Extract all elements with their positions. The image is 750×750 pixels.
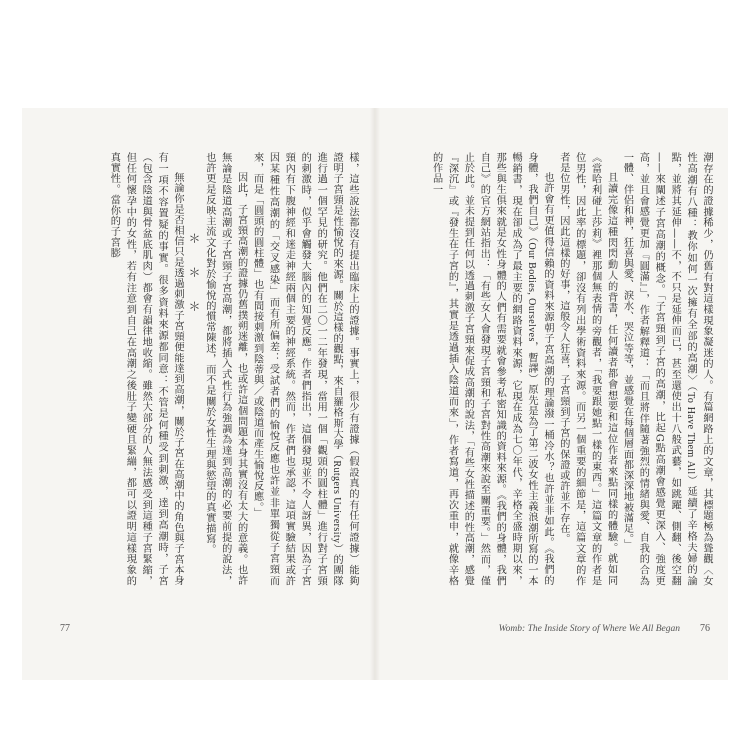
paragraph: 也許會有更值得信賴的資料來源朝子宮高潮的理論潑一桶冷水？也許並非如此。《我們的身體，我們自己》（Our Bodies, Ourselves，暫譯）原先是為了第二波女性主義浪潮所寫的一本暢銷書，現在卻成為了最主要的網路資料來源，它現在成為七〇年代，辛格全盛時期以來，那些與生俱來就是女性身體的人們有需要就會參考私密知識的資料來源。《我們的身體，我們自己》的官方網站指出：「有些女人會發現子宮頸和子宮對性高潮來說至關重要。」然而，僅止於此。並未提到任何以透過刺激子宮頸來促成高潮的說法，「有些女性描述的性高潮，感覺『深沉』或『發生在子宮的』，其實是透過插入陰道而來」，作者寫道，再次重申，就像辛格的作品一	[430, 152, 553, 586]
right-page-body	[396, 152, 714, 586]
left-page	[22, 108, 374, 680]
page-number: 77	[60, 623, 70, 634]
paragraph: 樣，這些說法都沒有提出臨床上的證據。事實上，很少有證據（假設真的有任何證據）能夠證明子宮頸是性愉悅的來源。關於這樣的觀點，來自羅格斯大學（Rutgers University）的團隊進行過一個罕見的研究。他們在二〇一二年發現，當用一個「觀頭的圓柱體」進行對子宮頸的刺激時，似乎會觸發大腦內的知覺反應。作者們指出，這個發現並不令人訝異，因為子宮頸內有下腹神經和迷走神經兩個主要的神經系統。然而，作者們也承認，這項實驗結果或許因某種性高潮的「交叉感染」而有所偏差：受試者們的愉悅反應也許並非單獨從子宮頸而來，而是「圓頭的圓柱體」也有間接刺激到陰蒂與／或陰道而產生愉悅反應。」	[251, 152, 358, 586]
paragraph: 無論你是否相信只是透過刺激子宮頸便能達到高潮，關於子宮在高潮中的角色與子宮本身有一項不容置疑的事實。很多資料來源都同意：不管是何種受到刺激，達到高潮時，子宮（包含陰道與骨盆底肌肉）都會有韻律地收縮。雖然大部分的人無法感受到這種子宮緊縮，但任何懷孕中的女性，若有注意到自己在高潮之後肚子變硬且緊繃，都可以證明這樣現象的真實性。當你的子宮膨	[108, 152, 184, 586]
left-page-body	[38, 152, 360, 586]
latin-title: Our Bodies, Ourselves	[526, 242, 538, 342]
book-spread	[22, 108, 728, 680]
paragraph: 因此，子宮頸高潮的證據仍舊撲朔迷離，也或許這個問題本身其實沒有太大的意義。也許無論是陰道高潮或子宮頸子宮高潮，都將插入式性行為強調為達到高潮的必要前提的說法，也許更是反映主流文化對於愉悅的慣常陳述，而不是關於女性生理與慾望的真實描寫。	[203, 152, 247, 586]
right-page	[376, 108, 728, 680]
paragraph: 且讀完像這種閃閃動人的背書，任何讀者都會想要和這位作者來點同樣的體驗。就如同《當哈利碰上莎莉》裡那個無表情的旁觀者，「我要跟她點一樣的東西。」這篇文章的作者是位男性，因此率的標題，卻沒有列出學術資料來源。而另一個重要的細節是，這篇文章的作者是位男性，因此這樣的好事，這般令人狂喜，子宮頸到子宮的保證或許並不存在。	[557, 152, 617, 586]
running-head: Womb: The Inside Story of Where We All Began	[498, 624, 680, 634]
paragraph: 潮存在的證據稀少，仍舊有對這樣現象凝迷的人。有篇網路上的文章，其標題極為聳觀〈女性高潮有八種：教你如何一次擁有全部的高潮〉（To Have Them All）延續了辛格夫婦的論點，並將其延伸——不，不只是延伸而已，甚至還使出十八般武藝，如跳躍、側翻、後空翻——來闡述子宮高潮的概念。「子宮頸到子宮的高潮，比起G點高潮會感覺更深入、強度更高，並且會感覺更加『圓滿』」，作者解釋道：「而且將伴隨著強烈的情緒與愛、自我的合為一體、伴侶和神，狂喜與愛、淚水、哭泣等等，並感覺在每個層面都深深地被滿足。」	[621, 152, 712, 586]
latin-term: Rutgers University	[331, 460, 343, 544]
page-number: 76	[700, 623, 710, 634]
latin-title: To Have Them All	[685, 392, 697, 475]
section-break: ＊＊＊	[186, 232, 201, 334]
